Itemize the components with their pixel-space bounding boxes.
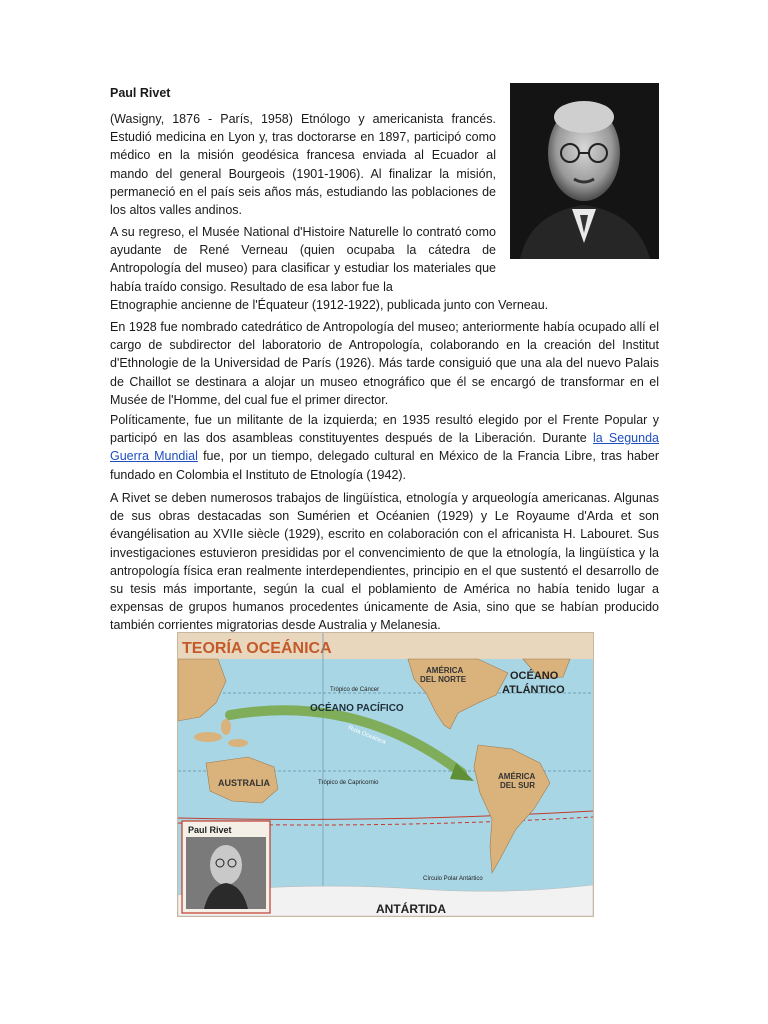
label-tropico-cancer: Trópico de Cáncer bbox=[330, 687, 380, 693]
label-oceano-atlantico-2: ATLÁNTICO bbox=[502, 684, 565, 696]
label-america-norte-2: DEL NORTE bbox=[420, 675, 467, 684]
inset-portrait bbox=[182, 821, 270, 913]
paragraph-biography-intro: (Wasigny, 1876 - París, 1958) Etnólogo y americanista francés. Estudió medicina en Lyon y, tras doctorarse en 1897, participó como médico en la misión geodésica francesa enviada al Ecuador al mando del general Bourgeois (1901-1906). Al finalizar la misión, permaneció en el país seis años más, estudiando las poblaciones de los altos valles andinos. bbox=[110, 112, 496, 218]
map-title: TEORÍA OCEÁNICA bbox=[182, 640, 332, 657]
label-circulo-polar: Círculo Polar Antártico bbox=[423, 876, 483, 882]
label-america-sur-1: AMÉRICA bbox=[498, 772, 536, 781]
paragraph-return-part2: Etnographie ancienne de l'Équateur (1912-1922), publicada junto con Verneau. bbox=[110, 297, 549, 312]
label-america-norte-1: AMÉRICA bbox=[426, 666, 464, 675]
label-oceano-pacifico: OCÉANO PACÍFICO bbox=[310, 703, 404, 714]
paragraph-career: En 1928 fue nombrado catedrático de Antropología del museo; anteriormente había ocupado allí el cargo de subdirector del laboratorio de Antropología, colaborando en la creación del Institut d'Ethnologie de la Universidad de París (1926). Más tarde consiguió que una ala del nuevo Palais de Chaillot se destinara a alojar un museo etnográfico que él se encargó de transformar en el Musée de l'Homme, del cual fue el primer director. bbox=[110, 320, 659, 407]
link-segunda-guerra-mundial[interactable]: la Segunda Guerra Mundial bbox=[110, 431, 659, 464]
label-oceano-atlantico-1: OCÉANO bbox=[510, 670, 559, 682]
paragraph-return-part1: A su regreso, el Musée National d'Histoire Naturelle lo contrató como ayudante de René Verneau (quien ocupaba la cátedra de Antropología del museo) para clasificar y estudiar los materiales que había traído consigo. Resultado de esa labor fue la bbox=[110, 225, 496, 294]
label-ruta-oceanica: Ruta Oceánica bbox=[347, 725, 387, 746]
paragraph-politics bbox=[110, 411, 659, 484]
politics-text-after: fue, por un tiempo, delegado cultural en México de la Francia Libre, tras haber fundado en Colombia el Instituto de Etnología (1942). bbox=[110, 449, 659, 482]
oceanic-theory-map bbox=[177, 632, 594, 917]
label-antartida: ANTÁRTIDA bbox=[376, 902, 446, 916]
label-australia: AUSTRALIA bbox=[218, 778, 270, 788]
label-america-sur-2: DEL SUR bbox=[500, 781, 535, 790]
inset-caption: Paul Rivet bbox=[188, 825, 232, 835]
label-tropico-capricornio: Trópico de Capricornio bbox=[318, 780, 379, 786]
paragraph-works: A Rivet se deben numerosos trabajos de lingüística, etnología y arqueología americanas. Algunas de sus obras destacadas son Sumérien et Océanien (1929) y Le Royaume d'Arda et son évangélisation au XVIIe siècle (1929), escrito en colaboración con el africanista H. Labouret. Sus investigaciones estuvieron presididas por el convencimiento de que la etnología, la lingüística y la antropología física eran realmente interdependientes, principio en el que sustentó el desarrollo de su tesis más importante, según la cual el poblamiento de América no había tenido lugar a expensas de grupos humanos procedentes únicamente de Asia, sino que se habían producido también corrientes migratorias desde Australia y Melanesia. bbox=[110, 491, 659, 633]
document-title: Paul Rivet bbox=[110, 86, 171, 100]
politics-text-before: Políticamente, fue un militante de la izquierda; en 1935 resultó elegido por el Frente Popular y participó en las dos asambleas constituyentes después de la Liberación. Durante bbox=[110, 413, 659, 446]
paragraph-return bbox=[110, 223, 659, 314]
